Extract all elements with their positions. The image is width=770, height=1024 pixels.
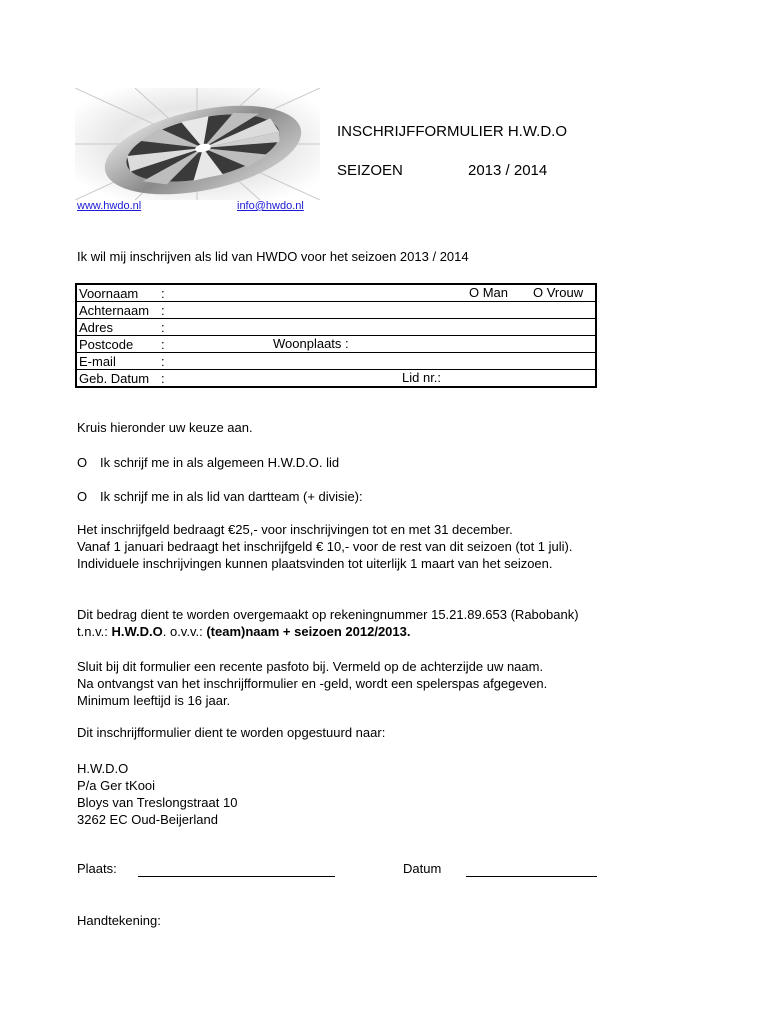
voornaam-field[interactable]	[76, 284, 596, 302]
table-row	[76, 370, 596, 388]
table-row	[76, 353, 596, 370]
dartboard-logo-icon	[75, 88, 320, 200]
woonplaats-label: Woonplaats :	[273, 336, 349, 351]
choice-heading: Kruis hieronder uw keuze aan.	[77, 420, 253, 435]
intro-text: Ik wil mij inschrijven als lid van HWDO voor het seizoen 2013 / 2014	[77, 249, 469, 264]
form-title: INSCHRIJFFORMULIER H.W.D.O	[337, 123, 568, 140]
address-line: H.W.D.O	[77, 761, 129, 776]
plaats-label: Plaats:	[77, 861, 117, 876]
datum-label: Datum	[403, 861, 442, 876]
option-algemeen-checkbox[interactable]: O	[77, 455, 88, 470]
datum-input-line[interactable]	[466, 876, 597, 877]
gender-vrouw-option[interactable]: O Vrouw	[533, 285, 584, 300]
tnv-value: H.W.D.O	[111, 624, 163, 639]
email-field[interactable]	[76, 353, 596, 370]
gender-man-option[interactable]: O Man	[469, 285, 509, 300]
field-colon: :	[161, 370, 165, 386]
email-link[interactable]: info@hwdo.nl	[237, 200, 304, 212]
table-row	[76, 336, 596, 353]
field-colon: :	[161, 336, 165, 352]
photo-paragraph	[77, 658, 547, 709]
table-row	[76, 284, 596, 302]
option-dartteam-label: Ik schrijf me in als lid van dartteam (+ divisie):	[100, 489, 363, 504]
handtekening-label: Handtekening:	[77, 913, 161, 928]
address-line: P/a Ger tKooi	[77, 778, 156, 793]
ovv-prefix: . o.v.v.:	[162, 624, 203, 639]
option-algemeen-label: Ik schrijf me in als algemeen H.W.D.O. lid	[100, 455, 340, 470]
season-value: 2013 / 2014	[468, 162, 548, 179]
geb-datum-field[interactable]	[76, 370, 596, 388]
photo-line: Na ontvangst van het inschrijfformulier en -geld, wordt een spelerspas afgegeven.	[77, 676, 548, 691]
field-label: E-mail	[79, 353, 116, 369]
tnv-prefix: t.n.v.:	[77, 624, 108, 639]
payment-line-2	[77, 623, 579, 640]
table-row	[76, 302, 596, 319]
hwdo-logo	[75, 88, 320, 200]
field-label: Postcode	[79, 336, 134, 352]
send-to-text: Dit inschrijfformulier dient te worden opgestuurd naar:	[77, 725, 386, 740]
season-label: SEIZOEN	[337, 162, 403, 179]
fees-line: Individuele inschrijvingen kunnen plaatsvinden tot uiterlijk 1 maart van het seizoen.	[77, 556, 553, 571]
field-colon: :	[161, 302, 165, 318]
address-line: Bloys van Treslongstraat 10	[77, 795, 238, 810]
field-label: Geb. Datum	[79, 370, 150, 386]
payment-paragraph	[77, 606, 579, 640]
achternaam-field[interactable]	[76, 302, 596, 319]
field-colon: :	[161, 285, 165, 301]
payment-line: Dit bedrag dient te worden overgemaakt op rekeningnummer 15.21.89.653 (Rabobank)	[77, 607, 579, 622]
website-link[interactable]: www.hwdo.nl	[77, 200, 142, 212]
postal-address	[77, 760, 237, 828]
lid-nr-label: Lid nr.:	[402, 370, 442, 385]
ovv-value: (team)naam + seizoen 2012/2013.	[206, 624, 411, 639]
option-dartteam-checkbox[interactable]: O	[77, 489, 88, 504]
table-row	[76, 319, 596, 336]
fees-paragraph	[77, 521, 573, 572]
field-label: Adres	[79, 319, 113, 335]
field-label: Achternaam	[79, 302, 150, 318]
fees-line: Het inschrijfgeld bedraagt €25,- voor inschrijvingen tot en met 31 december.	[77, 522, 513, 537]
address-line: 3262 EC Oud-Beijerland	[77, 812, 218, 827]
field-label: Voornaam	[79, 285, 139, 301]
field-colon: :	[161, 353, 165, 369]
postcode-field[interactable]	[76, 336, 596, 353]
member-details-table	[75, 283, 597, 388]
photo-line: Sluit bij dit formulier een recente pasfoto bij. Vermeld op de achterzijde uw naam.	[77, 659, 544, 674]
field-colon: :	[161, 319, 165, 335]
plaats-input-line[interactable]	[138, 876, 335, 877]
fees-line: Vanaf 1 januari bedraagt het inschrijfgeld € 10,- voor de rest van dit seizoen (tot 1 juli).	[77, 539, 573, 554]
photo-line: Minimum leeftijd is 16 jaar.	[77, 693, 231, 708]
adres-field[interactable]	[76, 319, 596, 336]
